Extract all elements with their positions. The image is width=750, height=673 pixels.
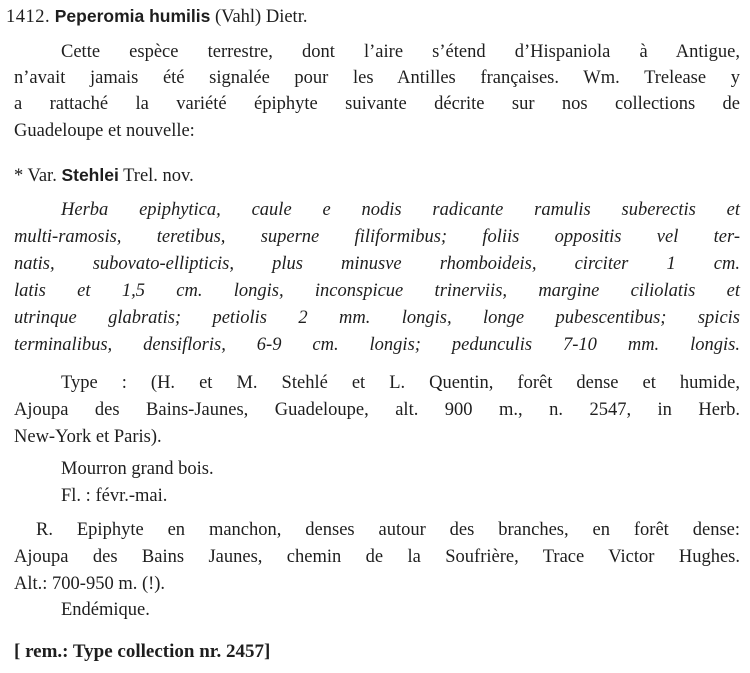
type-line-2: Ajoupa des Bains-Jaunes, Guadeloupe, alt. 900 m., n. 2547, in Herb. [14,400,740,420]
intro-line-2: n’avait jamais été signalée pour les Antilles françaises. Wm. Trelease y [14,68,740,88]
latin-line-2: multi-ramosis, teretibus, superne filiformibus; foliis oppositis vel ter- [14,227,740,247]
remark-line-4: Endémique. [61,600,150,620]
intro-line-1: Cette espèce terrestre, dont l’aire s’étend d’Hispaniola à Antigue, [61,42,740,62]
species-name: Peperomia humilis [54,6,211,26]
latin-line-4: latis et 1,5 cm. longis, inconspicue trinerviis, margine ciliolatis et [14,281,740,301]
remark-line-3: Alt.: 700-950 m. (!). [14,574,166,594]
editorial-note: [ rem.: Type collection nr. 2457] [14,641,271,662]
species-heading [6,3,307,30]
latin-line-1: Herba epiphytica, caule e nodis radicante ramulis suberectis et [61,200,740,220]
variety-prefix: * Var. [14,166,57,186]
latin-line-5: utrinque glabratis; petiolis 2 mm. longis, longe pubescentibus; spicis [14,308,740,328]
type-line-1: Type : (H. et M. Stehlé et L. Quentin, forêt dense et humide, [61,373,740,393]
entry-number: 1412. [6,7,51,27]
intro-line-3: a rattaché la variété épiphyte suivante décrite sur nos collections de [14,94,740,114]
intro-line-4: Guadeloupe et nouvelle: [14,121,195,141]
species-authority: (Vahl) Dietr. [214,7,308,27]
vernacular-name: Mourron grand bois. [61,459,214,479]
variety-name: Stehlei [61,165,119,185]
type-line-3: New-York et Paris). [14,427,162,447]
variety-heading [14,162,194,189]
remark-line-2: Ajoupa des Bains Jaunes, chemin de la Soufrière, Trace Victor Hughes. [14,547,740,567]
latin-line-3: natis, subovato-ellipticis, plus minusve rhomboideis, circiter 1 cm. [14,254,740,274]
latin-line-6: terminalibus, densifloris, 6-9 cm. longis; pedunculis 7-10 mm. longis. [14,335,740,355]
flowering-period: Fl. : févr.-mai. [61,486,168,506]
remark-line-1: R. Epiphyte en manchon, denses autour des branches, en forêt dense: [36,520,740,540]
variety-authority: Trel. nov. [123,166,194,186]
